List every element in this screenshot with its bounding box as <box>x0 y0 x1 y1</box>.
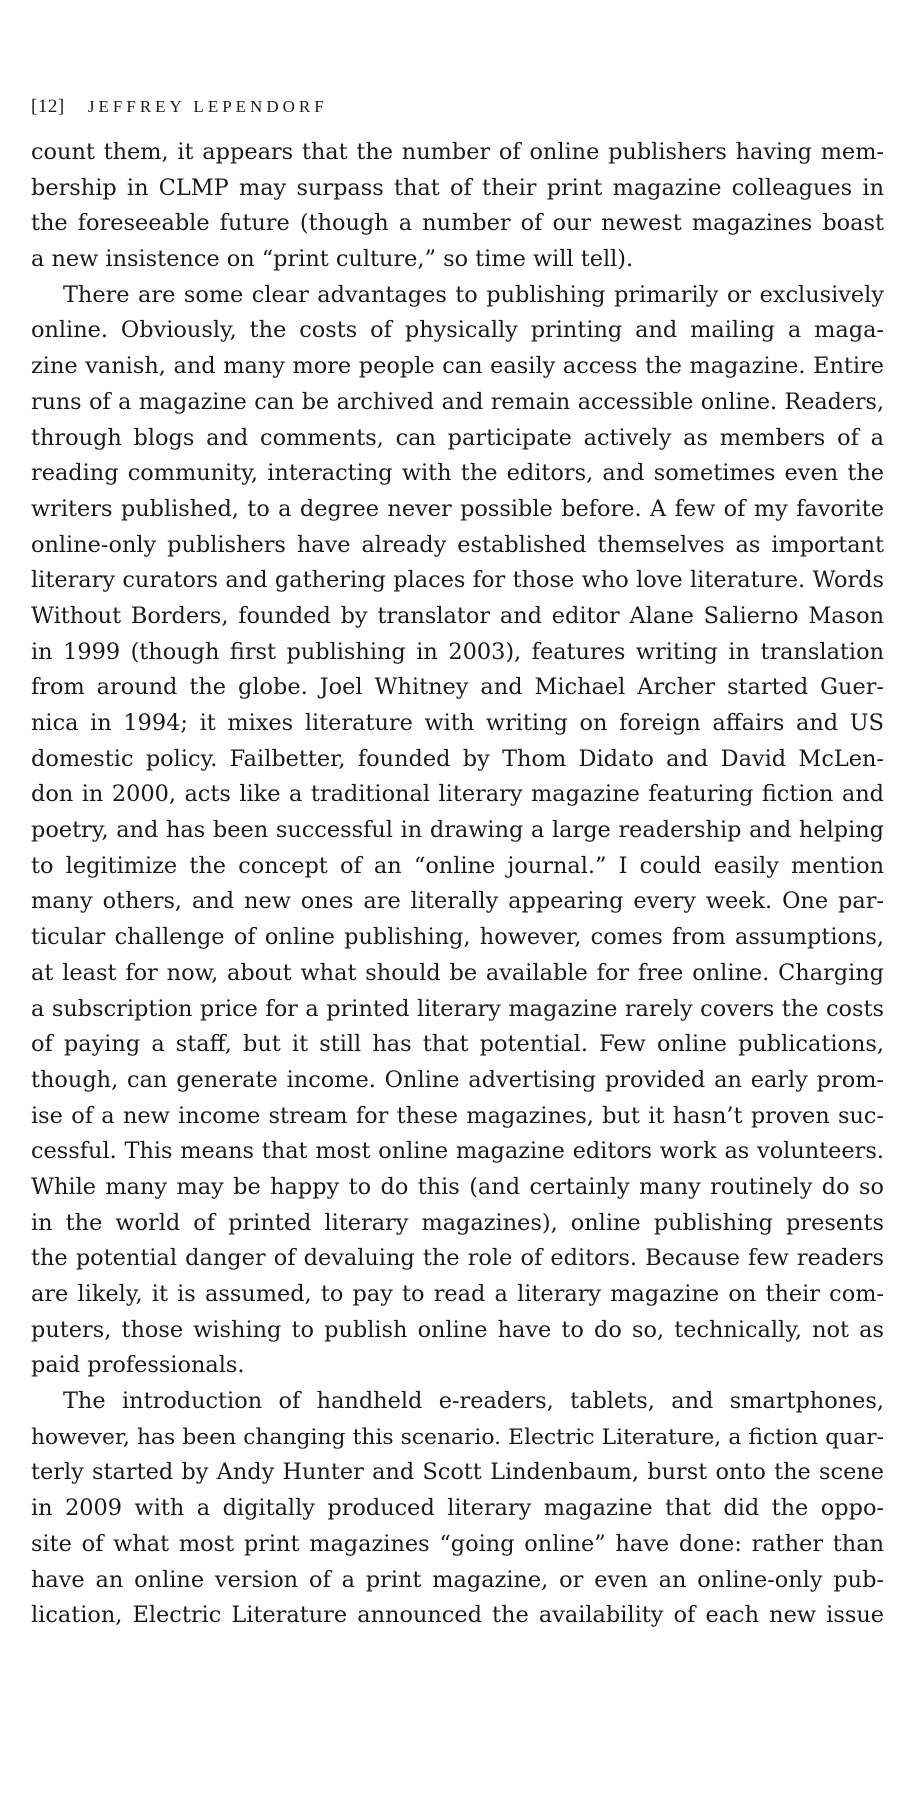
text-line: a subscription price for a printed literary magazine rarely covers the costs <box>31 995 884 1022</box>
text-line: lication, Electric Literature announced the availability of each new issue <box>31 1602 884 1629</box>
text-line: to legitimize the concept of an “online journal.” I could easily mention <box>31 852 884 879</box>
text-line: online. Obviously, the costs of physically printing and mailing a maga- <box>31 317 884 344</box>
text-line: writers published, to a degree never possible before. A few of my favorite <box>31 495 884 522</box>
text-line: poetry, and has been successful in drawing a large readership and helping <box>31 817 884 844</box>
text-line: at least for now, about what should be available for free online. Charging <box>31 959 884 986</box>
text-line: in 2009 with a digitally produced literary magazine that did the oppo- <box>31 1495 884 1522</box>
text-line: nica in 1994; it mixes literature with writing on foreign affairs and US <box>31 710 884 736</box>
text-line: from around the globe. Joel Whitney and Michael Archer started Guer- <box>31 674 884 701</box>
text-line: don in 2000, acts like a traditional literary magazine featuring fiction and <box>31 781 884 808</box>
text-line: site of what most print magazines “going online” have done: rather than <box>31 1530 884 1557</box>
text-line: though, can generate income. Online advertising provided an early prom- <box>31 1066 884 1093</box>
text-line: puters, those wishing to publish online have to do so, technically, not as <box>31 1316 884 1343</box>
text-line: Without Borders, founded by translator and editor Alane Salierno Mason <box>31 602 884 629</box>
text-line: terly started by Andy Hunter and Scott Lindenbaum, burst onto the scene <box>31 1459 884 1486</box>
text-line: the potential danger of devaluing the role of editors. Because few readers <box>31 1245 884 1272</box>
text-line: runs of a magazine can be archived and remain accessible online. Readers, <box>31 388 884 415</box>
text-line: in 1999 (though first publishing in 2003), features writing in translation <box>31 638 884 665</box>
page-number: [12] <box>31 96 65 117</box>
text-line: literary curators and gathering places for those who love literature. Words <box>31 567 884 594</box>
text-line: While many may be happy to do this (and certainly many routinely do so <box>31 1173 884 1200</box>
text-line: count them, it appears that the number of online publishers having mem- <box>31 139 884 165</box>
text-line: are likely, it is assumed, to pay to read a literary magazine on their com- <box>31 1281 884 1307</box>
text-line: a new insistence on “print culture,” so time will tell). <box>31 246 634 273</box>
text-line: There are some clear advantages to publishing primarily or exclusively <box>63 281 884 308</box>
text-line: however, has been changing this scenario. Electric Literature, a fiction quar- <box>31 1424 884 1450</box>
text-line: many others, and new ones are literally appearing every week. One par- <box>31 888 884 915</box>
text-line: online-only publishers have already established themselves as important <box>31 531 884 558</box>
text-line: ise of a new income stream for these magazines, but it hasn’t proven suc- <box>31 1102 884 1129</box>
text-line: paid professionals. <box>31 1352 245 1379</box>
text-line: reading community, interacting with the editors, and sometimes even the <box>31 460 884 487</box>
text-line: the foreseeable future (though a number of our newest magazines boast <box>31 210 884 237</box>
text-line: have an online version of a print magazine, or even an online-only pub- <box>31 1566 884 1593</box>
text-line: in the world of printed literary magazines), online publishing presents <box>31 1209 884 1236</box>
running-head-author: JEFFREY LEPENDORF <box>87 97 328 116</box>
text-line: cessful. This means that most online magazine editors work as volunteers. <box>31 1138 884 1165</box>
text-line: zine vanish, and many more people can easily access the magazine. Entire <box>31 353 884 380</box>
text-line: The introduction of handheld e-readers, tablets, and smartphones, <box>63 1388 884 1415</box>
text-line: domestic policy. Failbetter, founded by Thom Didato and David McLen- <box>31 745 884 772</box>
text-line: ticular challenge of online publishing, however, comes from assumptions, <box>31 924 884 951</box>
text-line: bership in CLMP may surpass that of their print magazine colleagues in <box>31 174 884 201</box>
running-head <box>31 96 328 118</box>
text-line: of paying a staff, but it still has that potential. Few online publications, <box>31 1031 884 1058</box>
text-line: through blogs and comments, can participate actively as members of a <box>31 424 884 451</box>
body-text <box>31 135 884 1634</box>
